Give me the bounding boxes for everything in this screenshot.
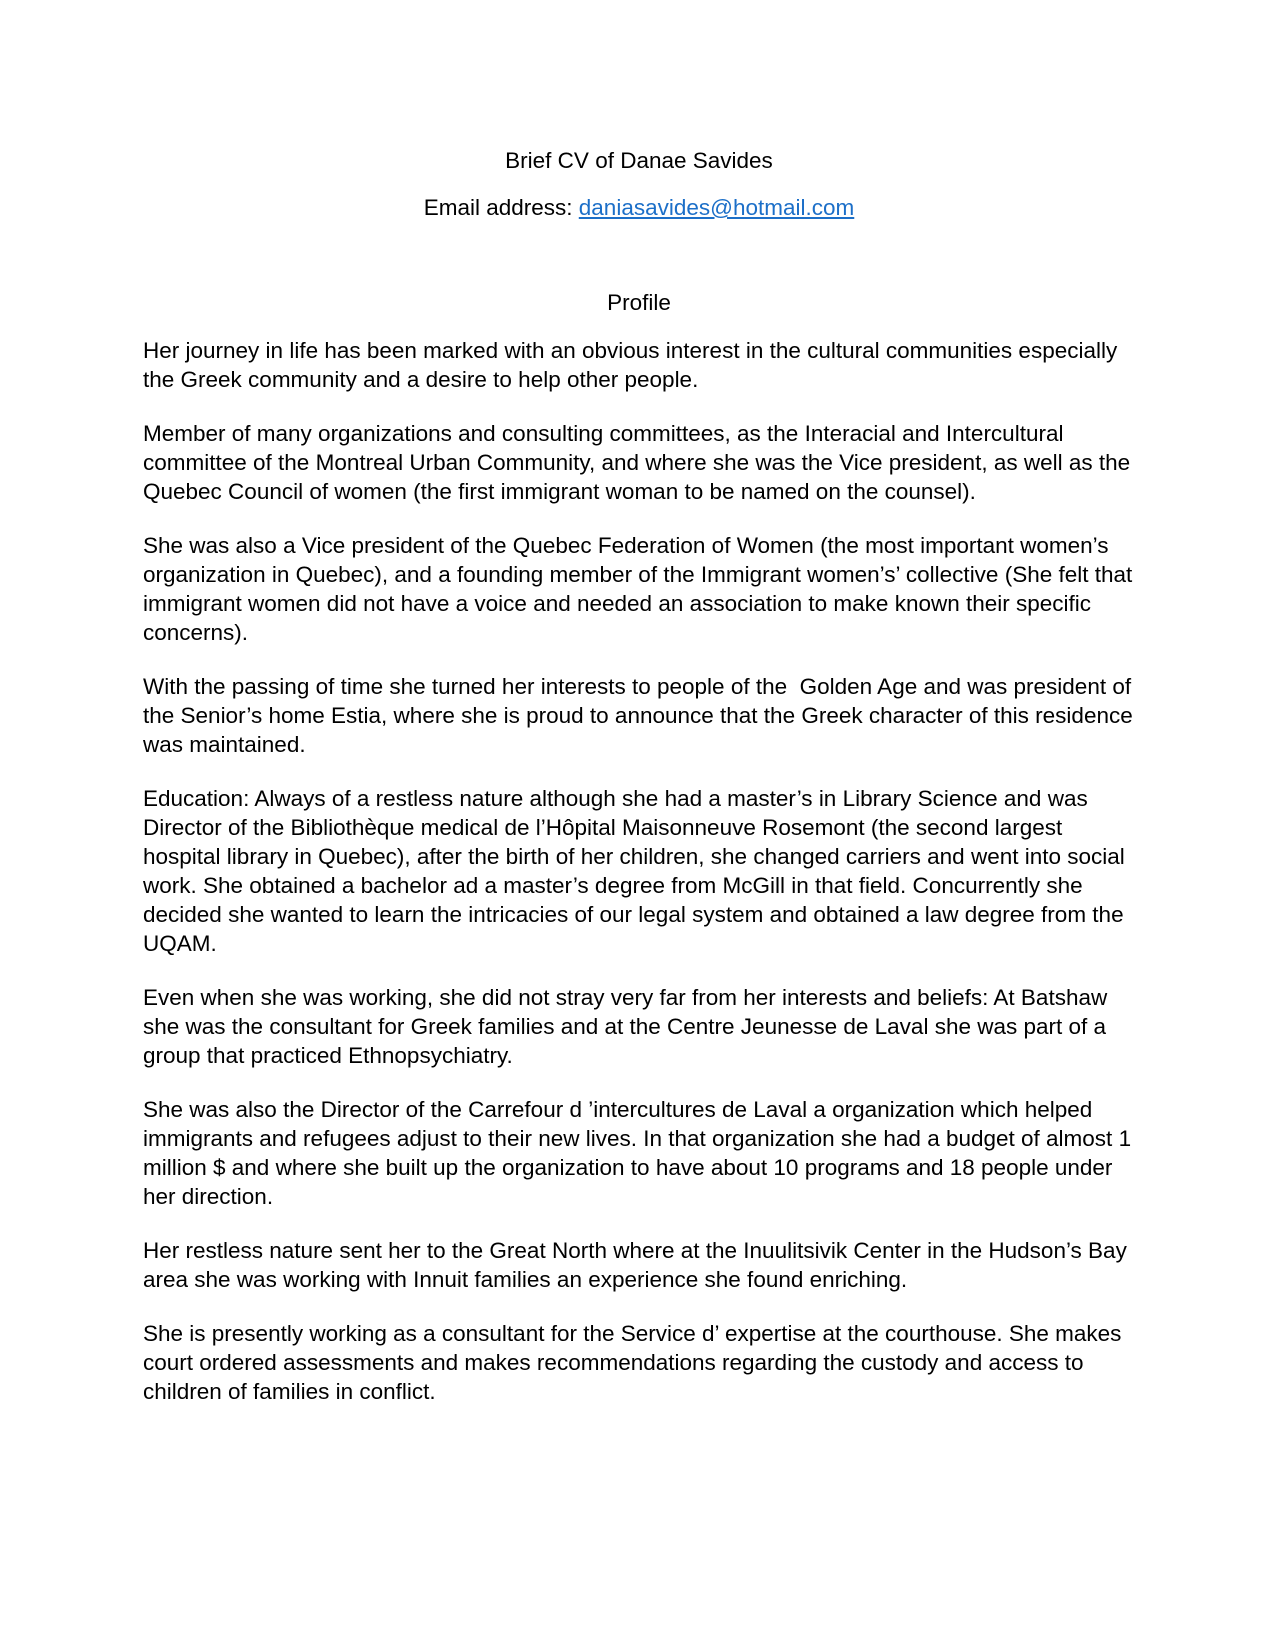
email-label: Email address: [423, 195, 579, 220]
paragraph: Even when she was working, she did not stray very far from her interests and beliefs: At Batshaw she was the consultant for Greek families and at the Centre Jeunesse de Laval she was part of a group that practiced Ethnopsychiatry. [143, 985, 1114, 1068]
email-link[interactable]: daniasavides@hotmail.com [578, 195, 855, 220]
paragraph: With the passing of time she turned her interests to people of the Golden Age and was president of the Senior’s home Estia, where she is proud to announce that the Greek character of this residence was maintained. [143, 674, 1140, 757]
profile-body [143, 336, 1140, 1406]
paragraph: Her restless nature sent her to the Great North where at the Inuulitsivik Center in the Hudson’s Bay area she was working with Innuit families an experience she found enriching. [143, 1238, 1134, 1292]
page-title: Brief CV of Danae Savides [505, 148, 773, 173]
paragraph: She was also a Vice president of the Quebec Federation of Women (the most important women’s organization in Quebec), and a founding member of the Immigrant women’s’ collective (She felt that immigrant women did not have a voice and needed an association to make known their specific concerns). [143, 533, 1139, 645]
email-line [143, 193, 1135, 222]
paragraph: Her journey in life has been marked with an obvious interest in the cultural communities especially the Greek community and a desire to help other people. [143, 338, 1124, 392]
paragraph: She was also the Director of the Carrefour d ’intercultures de Laval a organization which helped immigrants and refugees adjust to their new lives. In that organization she had a budget of almost 1 million $ and where she built up the organization to have about 10 programs and 18 people under her direction. [143, 1097, 1138, 1209]
paragraph: She is presently working as a consultant for the Service d’ expertise at the courthouse. She makes court ordered assessments and makes recommendations regarding the custody and access to children of families in conflict. [143, 1321, 1128, 1404]
document-content [143, 146, 1140, 1431]
paragraph: Member of many organizations and consulting committees, as the Interacial and Intercultural committee of the Montreal Urban Community, and where she was the Vice president, as well as the Quebec Council of women (the first immigrant woman to be named on the counsel). [143, 421, 1137, 504]
section-heading-profile: Profile [607, 290, 671, 315]
paragraph: Education: Always of a restless nature although she had a master’s in Library Science and was Director of the Bibliothèque medical de l’Hôpital Maisonneuve Rosemont (the second largest hospital library in Quebec), after the birth of her children, she changed carriers and went into social work. She obtained a bachelor ad a master’s degree from McGill in that field. Concurrently she decided she wanted to learn the intricacies of our legal system and obtained a law degree from the UQAM. [143, 786, 1132, 956]
